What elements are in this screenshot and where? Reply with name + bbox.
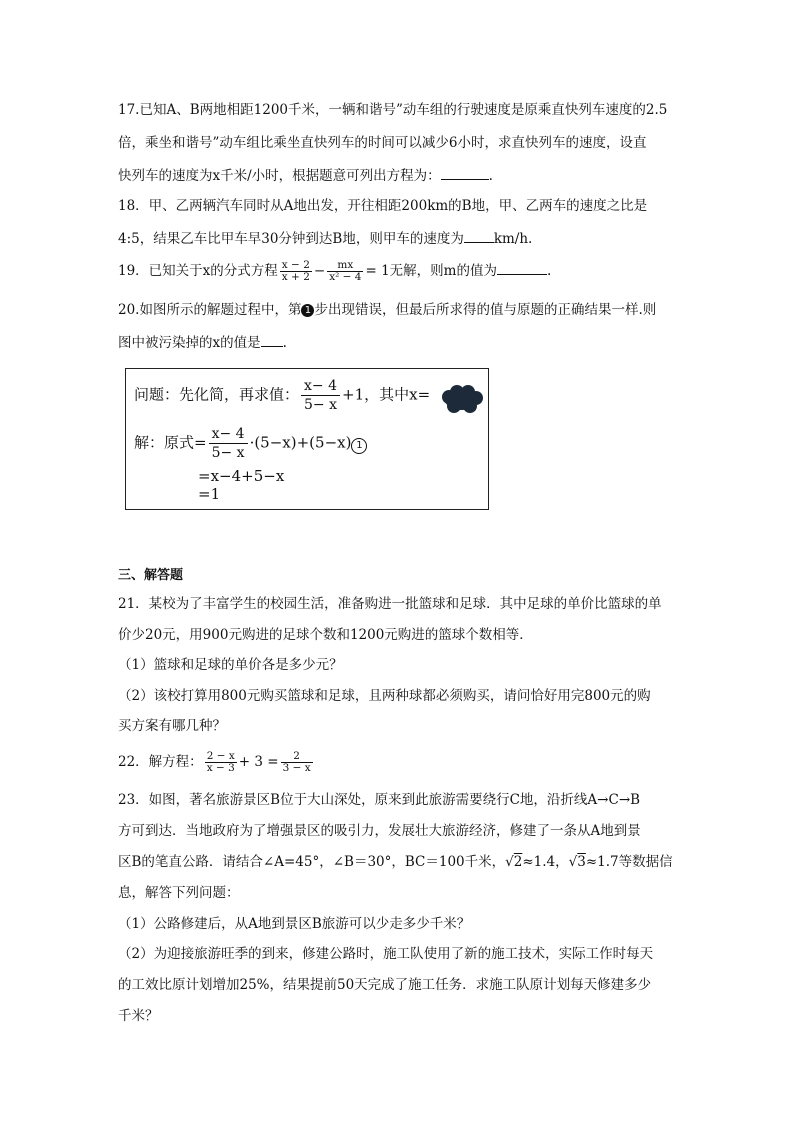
q22-text: 22．解方程： bbox=[118, 754, 203, 770]
q17-line-1: 17.已知A、B两地相距1200千米，一辆和谐号”动车组的行驶速度是原乘直快列车速度的2.5 bbox=[118, 102, 668, 118]
q23-part-2-cont: 的工效比原计划增加25%，结果提前50天完成了施工任务．求施工队原计划每天修建多少 bbox=[118, 977, 652, 993]
answer-blank bbox=[464, 228, 494, 243]
numerator: 2 − x bbox=[206, 750, 235, 762]
solution-text-2: ·(5−x)+(5−x) bbox=[249, 433, 352, 452]
denominator: 5− x bbox=[304, 397, 337, 413]
answer-blank bbox=[261, 332, 283, 347]
fraction bbox=[209, 425, 248, 462]
fraction bbox=[327, 260, 363, 283]
numerator: x − 2 bbox=[281, 259, 310, 271]
problem-text-2: +1，其中x= bbox=[342, 385, 431, 404]
fraction bbox=[280, 260, 312, 283]
q18-text: 4:5，结果乙车比甲车早30分钟到达B地，则甲车的速度为 bbox=[118, 231, 464, 247]
q21-line-1: 21．某校为了丰富学生的校园生活，准备购进一批篮球和足球．其中足球的单价比篮球的单 bbox=[118, 596, 662, 612]
denominator: x + 2 bbox=[281, 271, 310, 283]
sqrt-3: √3 bbox=[568, 854, 586, 870]
problem-figure-box bbox=[125, 368, 489, 510]
fraction bbox=[205, 751, 237, 774]
denominator: x − 3 bbox=[206, 762, 235, 774]
q23-text: 区B的笔直公路．请结合∠A=45°，∠B＝30°，BC＝100千米， bbox=[118, 854, 506, 870]
q23-part-1: （1）公路修建后，从A地到景区B旅游可以少走多少千米？ bbox=[118, 916, 471, 932]
denominator: x² − 4 bbox=[329, 271, 362, 283]
q21-line-2: 价少20元，用900元购进的足球个数和1200元购进的篮球个数相等． bbox=[118, 627, 533, 643]
q23-text-3: ≈1.7等数据信 bbox=[585, 854, 673, 870]
numerator: 2 bbox=[281, 751, 313, 763]
problem-text: 问题：先化简，再求值： bbox=[134, 385, 300, 404]
q22-line bbox=[118, 748, 315, 776]
radicand: 3 bbox=[577, 854, 586, 870]
q18-line-1: 18．甲、乙两辆汽车同时从A地出发，开往相距200km的B地，甲、乙两车的速度之比是 bbox=[118, 198, 648, 214]
fraction bbox=[281, 751, 313, 774]
sqrt-2: √2 bbox=[505, 854, 523, 870]
q23-part-2: （2）为迎接旅游旺季的到来，修建公路时，施工队使用了新的施工技术，实际工作时每天 bbox=[118, 946, 654, 962]
figure-solution-row bbox=[134, 425, 367, 462]
numerator: mx bbox=[327, 260, 363, 272]
step-number-badge: 1 bbox=[351, 438, 367, 454]
q21-part-1: （1）篮球和足球的单价各是多少元？ bbox=[118, 657, 343, 673]
ink-blot-icon bbox=[440, 385, 484, 415]
answer-blank bbox=[441, 165, 489, 180]
q18-unit: km/h. bbox=[493, 231, 533, 247]
q17-line-3 bbox=[118, 165, 493, 186]
q19-text: 19．已知关于x的分式方程 bbox=[118, 263, 278, 279]
q18-line-2 bbox=[118, 228, 532, 249]
q17-line-2: 倍，乘坐和谐号”动车组比乘坐直快列车的时间可以减少6小时，求直快列车的速度，设直 bbox=[118, 135, 647, 151]
q23-line-2: 方可到达．当地政府为了增强景区的吸引力，发展壮大旅游经济，修建了一条从A地到景 bbox=[118, 823, 641, 839]
q20-text: 20.如图所示的解题过程中，第 bbox=[118, 302, 302, 318]
denominator: 5− x bbox=[211, 445, 245, 461]
denominator: 3 − x bbox=[282, 762, 311, 774]
minus-sign: − bbox=[313, 263, 326, 279]
q19-period: . bbox=[546, 263, 552, 279]
q23-part-2-end: 千米？ bbox=[118, 1008, 159, 1024]
radicand: 2 bbox=[513, 854, 523, 870]
numerator: x− 4 bbox=[209, 425, 248, 444]
solution-step-2: =x−4+5−x bbox=[198, 467, 285, 485]
solution-text: 解：原式= bbox=[134, 433, 207, 452]
q17-period: . bbox=[488, 168, 493, 184]
solution-step-3: =1 bbox=[198, 485, 221, 503]
q21-part-2-cont: 买方案有哪几种？ bbox=[118, 718, 226, 734]
section-heading: 三、解答题 bbox=[118, 568, 184, 583]
q20-text-3: 图中被污染掉的x的值是 bbox=[118, 335, 261, 351]
q20-line-1 bbox=[118, 300, 656, 320]
numerator: x− 4 bbox=[301, 377, 340, 396]
answer-blank bbox=[497, 260, 547, 275]
q23-text-2: ≈1.4， bbox=[522, 854, 569, 870]
fraction bbox=[301, 377, 340, 414]
q20-period: . bbox=[282, 335, 287, 351]
step-number-badge: 1 bbox=[301, 304, 314, 317]
q20-text-2: 步出现错误，但最后所求得的值与原题的正确结果一样.则 bbox=[314, 302, 657, 318]
q23-line-1: 23．如图，著名旅游景区B位于大山深处，原来到此旅游需要绕行C地，沿折线A→C→B bbox=[118, 792, 641, 808]
figure-problem-row bbox=[134, 377, 430, 414]
q19-text-2: = 1无解，则m的值为 bbox=[365, 263, 497, 279]
q19-line bbox=[118, 258, 551, 284]
q23-line-3 bbox=[118, 852, 673, 872]
q20-line-2 bbox=[118, 332, 287, 353]
q21-part-2: （2）该校打算用800元购买篮球和足球，且两种球都必须购买，请问恰好用完800元的购 bbox=[118, 688, 651, 704]
q17-text: 快列车的速度为x千米/小时，根据题意可列出方程为： bbox=[118, 168, 441, 184]
q22-text-2: + 3 = bbox=[238, 754, 279, 770]
q23-line-4: 息，解答下列问题： bbox=[118, 885, 240, 901]
